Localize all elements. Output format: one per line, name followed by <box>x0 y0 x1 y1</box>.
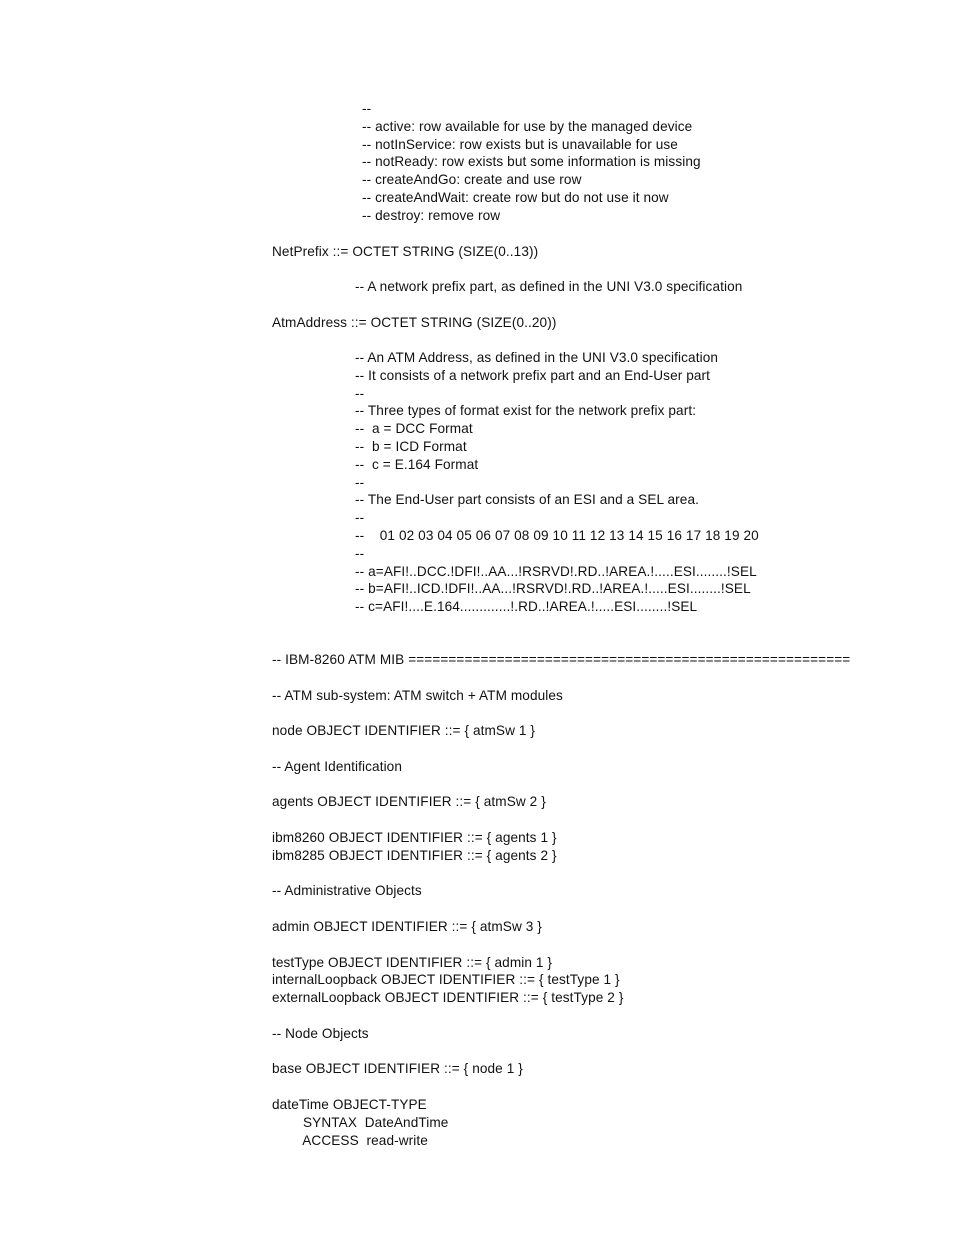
code-line: SYNTAX DateAndTime <box>272 1114 449 1130</box>
code-line <box>272 811 850 829</box>
code-line: -- It consists of a network prefix part and an End-User part <box>355 367 711 383</box>
code-line: -- <box>355 545 365 561</box>
atmaddress-definition <box>272 314 556 332</box>
code-line: -- b = ICD Format <box>355 438 467 454</box>
code-line <box>272 776 850 794</box>
code-line: -- Administrative Objects <box>272 883 422 899</box>
code-line: internalLoopback OBJECT IDENTIFIER ::= { testType 1 } <box>272 972 620 988</box>
code-line: -- An ATM Address, as defined in the UNI V3.0 specification <box>355 350 719 365</box>
code-line: -- Agent Identification <box>272 758 403 774</box>
rowstatus-comment-block <box>362 100 701 225</box>
code-line: -- a=AFI!..DCC.!DFI!..AA...!RSRVD!.RD..!AREA.!.....ESI........!SEL <box>355 563 757 579</box>
code-line <box>272 740 850 758</box>
code-line: -- c = E.164 Format <box>355 456 479 472</box>
code-line: -- ATM sub-system: ATM switch + ATM modules <box>272 687 563 703</box>
code-line: -- The End-User part consists of an ESI and a SEL area. <box>355 492 700 508</box>
code-line: admin OBJECT IDENTIFIER ::= { atmSw 3 } <box>272 918 542 934</box>
code-line <box>272 704 850 722</box>
code-line: AtmAddress ::= OCTET STRING (SIZE(0..20)) <box>272 315 557 330</box>
atmaddress-comment-block <box>355 349 759 616</box>
mib-definitions-block <box>272 651 850 1149</box>
code-line: -- <box>355 385 365 401</box>
code-line: -- <box>362 101 372 116</box>
code-line: node OBJECT IDENTIFIER ::= { atmSw 1 } <box>272 723 536 739</box>
code-line: ibm8285 OBJECT IDENTIFIER ::= { agents 2 } <box>272 847 557 863</box>
code-line: -- <box>355 474 365 490</box>
code-line: NetPrefix ::= OCTET STRING (SIZE(0..13)) <box>272 244 539 259</box>
code-line <box>272 865 850 883</box>
code-line: -- A network prefix part, as defined in the UNI V3.0 specification <box>355 279 743 294</box>
code-line: dateTime OBJECT-TYPE <box>272 1096 427 1112</box>
code-line <box>272 1007 850 1025</box>
netprefix-comment <box>355 278 742 296</box>
netprefix-definition <box>272 243 538 261</box>
code-line: -- Node Objects <box>272 1025 369 1041</box>
code-line: -- IBM-8260 ATM MIB ======================================================= <box>272 652 851 667</box>
code-line <box>272 900 850 918</box>
code-line: -- c=AFI!....E.164.............!.RD..!AREA.!.....ESI........!SEL <box>355 599 698 615</box>
code-line: externalLoopback OBJECT IDENTIFIER ::= { testType 2 } <box>272 990 624 1006</box>
code-line <box>272 1078 850 1096</box>
code-line: -- notInService: row exists but is unavailable for use <box>362 136 678 152</box>
code-line: -- b=AFI!..ICD.!DFI!..AA...!RSRVD!.RD..!AREA.!.....ESI........!SEL <box>355 581 751 597</box>
code-line: -- active: row available for use by the managed device <box>362 118 693 134</box>
code-line <box>272 936 850 954</box>
code-line: -- destroy: remove row <box>362 207 501 223</box>
code-line: ibm8260 OBJECT IDENTIFIER ::= { agents 1 } <box>272 829 557 845</box>
code-line <box>272 1043 850 1061</box>
code-line: -- a = DCC Format <box>355 421 473 437</box>
code-line: -- <box>355 510 365 526</box>
code-line: ACCESS read-write <box>272 1132 428 1148</box>
code-line: testType OBJECT IDENTIFIER ::= { admin 1 } <box>272 954 553 970</box>
code-line: -- createAndWait: create row but do not use it now <box>362 189 669 205</box>
code-line: base OBJECT IDENTIFIER ::= { node 1 } <box>272 1061 523 1077</box>
code-line <box>272 669 850 687</box>
code-line: -- Three types of format exist for the network prefix part: <box>355 403 697 419</box>
code-line: -- 01 02 03 04 05 06 07 08 09 10 11 12 13 14 15 16 17 18 19 20 <box>355 527 759 543</box>
code-line: -- notReady: row exists but some information is missing <box>362 154 701 170</box>
code-line: agents OBJECT IDENTIFIER ::= { atmSw 2 } <box>272 794 546 810</box>
code-line: -- createAndGo: create and use row <box>362 172 582 188</box>
